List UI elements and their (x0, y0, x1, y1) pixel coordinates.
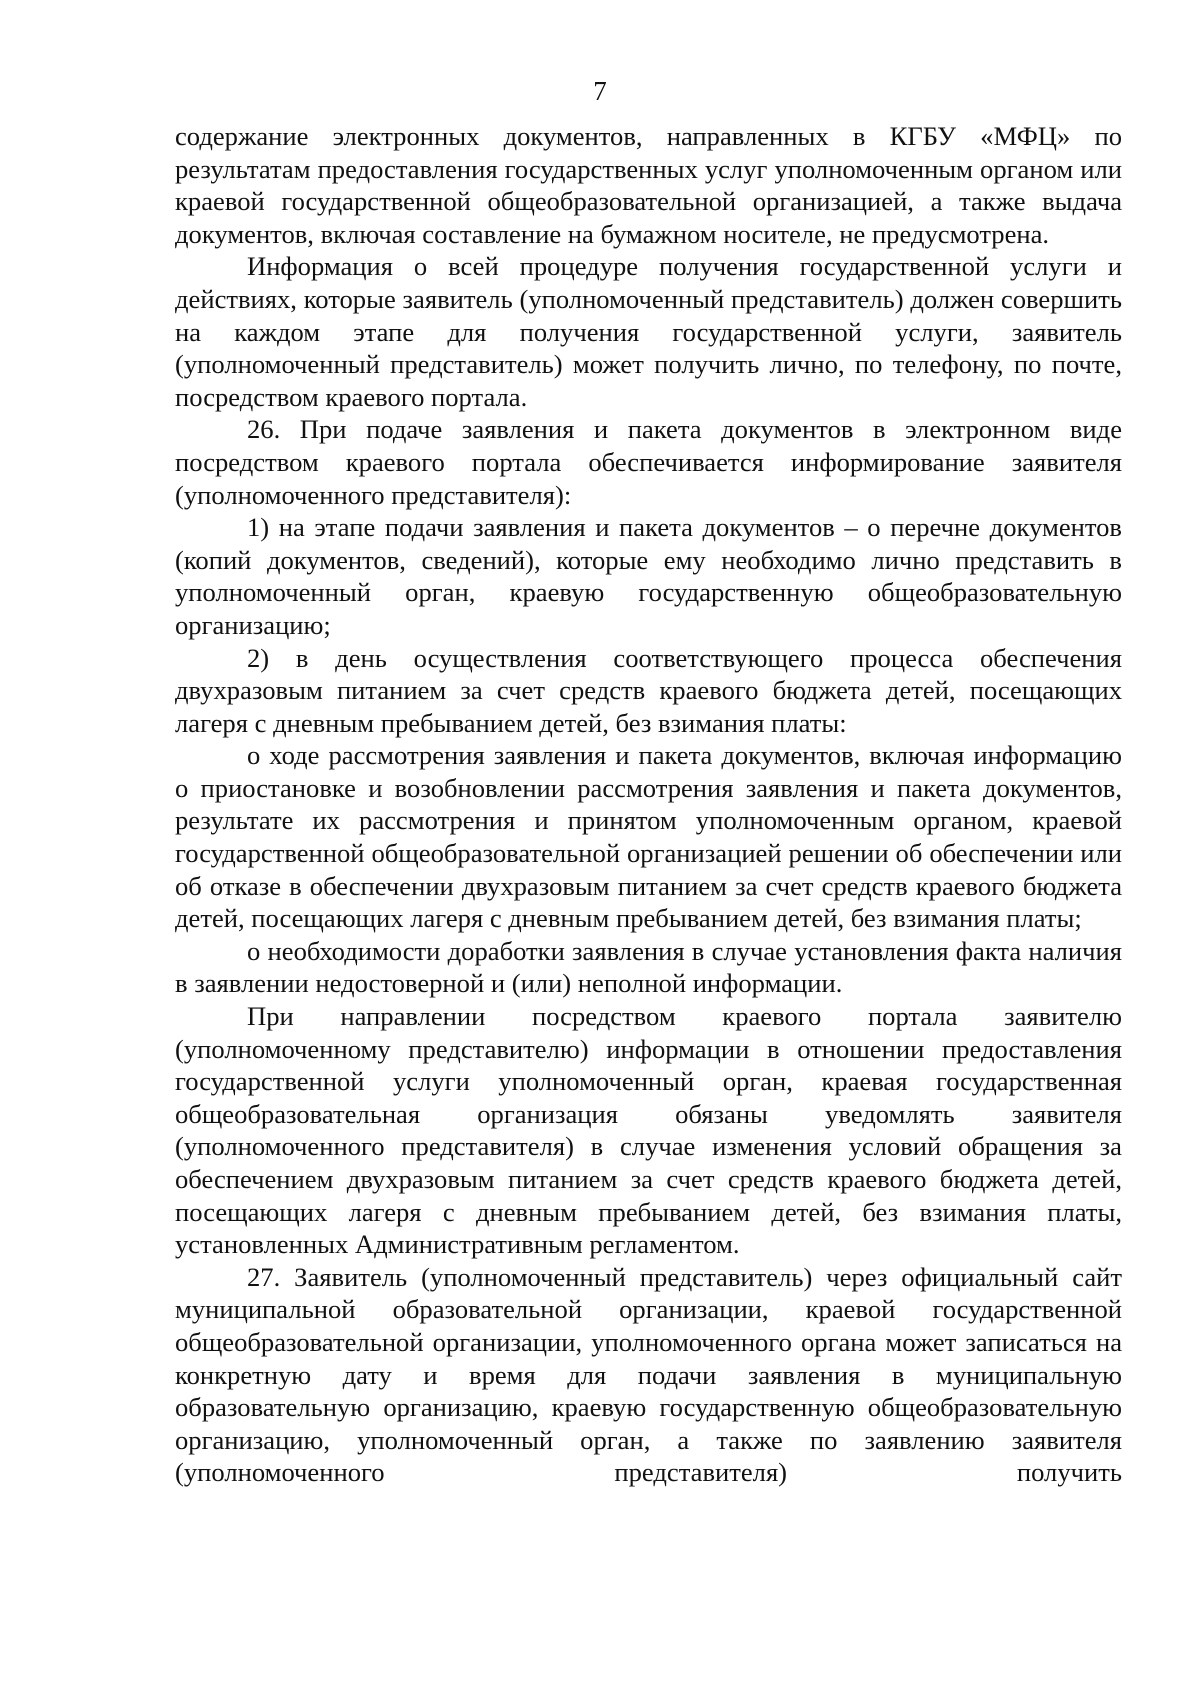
paragraph-subitem-1: 1) на этапе подачи заявления и пакета документов – о перечне документов (копий документов, сведений), которые ему необходимо лично представить в уполномоченный орган, краевую государственную общеобразовательную организацию; (175, 512, 1122, 640)
paragraph-mfc-documents: содержание электронных документов, направленных в КГБУ «МФЦ» по результатам предоставления государственных услуг уполномоченным органом или краевой государственной общеобразовательной организацией, а также выдача документов, включая составление на бумажном носителе, не предусмотрена. (175, 121, 1122, 249)
paragraph-subitem-2: 2) в день осуществления соответствующего процесса обеспечения двухразовым питанием за счет средств краевого бюджета детей, посещающих лагеря с дневным пребыванием детей, без взимания платы: (175, 642, 1122, 738)
paragraph-review-progress: о ходе рассмотрения заявления и пакета документов, включая информацию о приостановке и возобновлении рассмотрения заявления и пакета документов, результате их рассмотрения и принятом уполномоченным органом, краевой государственной общеобразовательной организацией решении об обеспечении или об отказе в обеспечении двухразовым питанием за счет средств краевого бюджета детей, посещающих лагеря с дневным пребыванием детей, без взимания платы; (175, 740, 1122, 934)
paragraph-notification-duty: При направлении посредством краевого портала заявителю (уполномоченному представителю) информации в отношении предоставления государственной услуги уполномоченный орган, краевая государственная общеобразовательная организация обязаны уведомлять заявителя (уполномоченного представителя) в случае изменения условий обращения за обеспечением двухразовым питанием за счет средств краевого бюджета детей, посещающих лагеря с дневным пребыванием детей, без взимания платы, установленных Административным регламентом. (175, 1001, 1122, 1260)
paragraph-procedure-info: Информация о всей процедуре получения государственной услуги и действиях, которые заявитель (уполномоченный представитель) должен совершить на каждом этапе для получения государственной услуги, заявитель (уполномоченный представитель) может получить лично, по телефону, по почте, посредством краевого портала. (175, 251, 1122, 412)
paragraph-revision-needed: о необходимости доработки заявления в случае установления факта наличия в заявлении недостоверной и (или) неполной информации. (175, 935, 1122, 999)
page-number: 7 (593, 76, 607, 106)
paragraph-item-26: 26. При подаче заявления и пакета документов в электронном виде посредством краевого портала обеспечивается информирование заявителя (уполномоченного представителя): (175, 414, 1122, 510)
paragraph-item-27: 27. Заявитель (уполномоченный представитель) через официальный сайт муниципальной образовательной организации, краевой государственной общеобразовательной организации, уполномоченного органа может записаться на конкретную дату и время для подачи заявления в муниципальную образовательную организацию, краевую государственную общеобразовательную организацию, уполномоченный орган, а также по заявлению заявителя (уполномоченного представителя) получить (175, 1261, 1122, 1488)
document-body (175, 120, 1122, 1489)
